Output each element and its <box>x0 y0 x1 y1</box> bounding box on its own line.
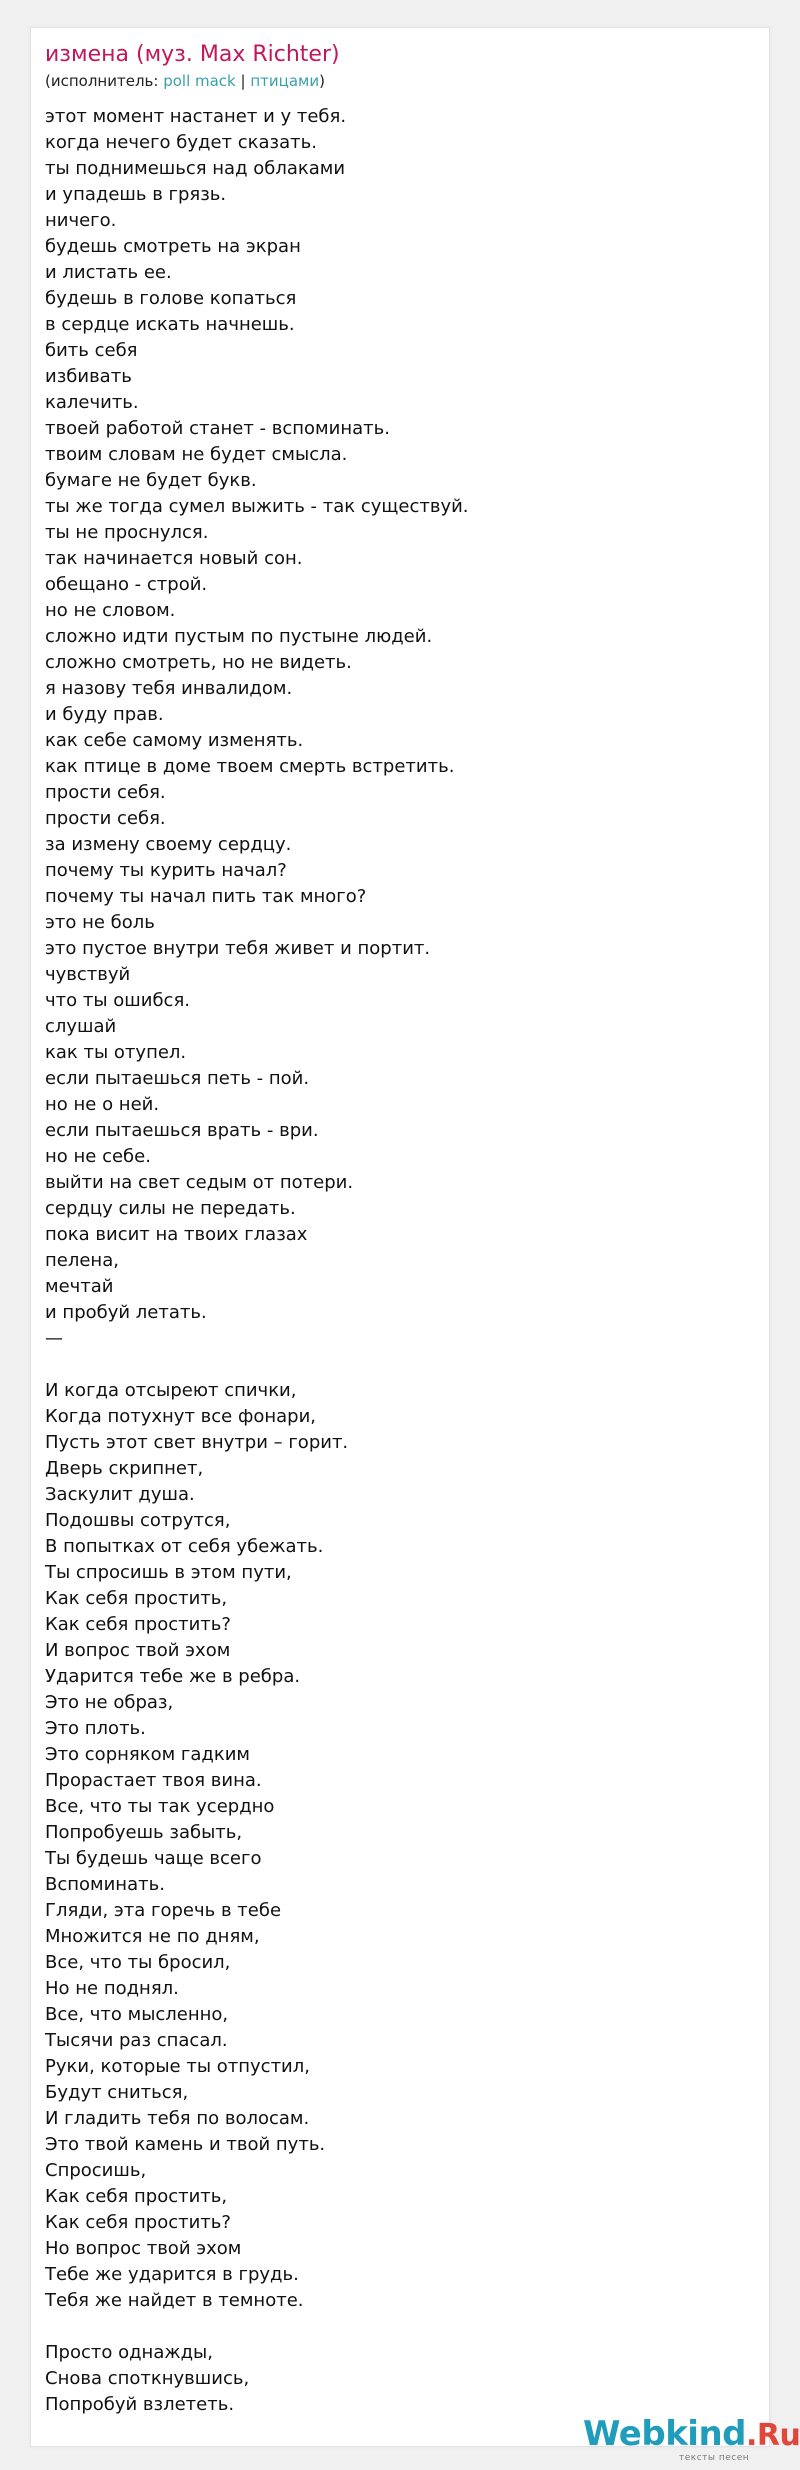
lyric-line: Тысячи раз спасал. <box>45 2030 228 2051</box>
lyric-line: ничего. <box>45 210 117 231</box>
lyric-line: ты поднимешься над облаками <box>45 158 346 179</box>
lyric-line: Попробуй взлететь. <box>45 2394 235 2415</box>
lyric-line: и упадешь в грязь. <box>45 184 227 205</box>
lyric-line: обещано - строй. <box>45 574 208 595</box>
lyric-line: если пытаешься врать - ври. <box>45 1120 319 1141</box>
lyric-line: Когда потухнут все фонари, <box>45 1406 316 1427</box>
lyric-line: сердцу силы не передать. <box>45 1198 296 1219</box>
lyric-line: И вопрос твой эхом <box>45 1640 231 1661</box>
lyric-line: Это не образ, <box>45 1692 174 1713</box>
lyric-line: Но вопрос твой эхом <box>45 2238 242 2259</box>
performer-link-ptitsami[interactable]: птицами <box>250 72 320 90</box>
lyric-line: Попробуешь забыть, <box>45 1822 243 1843</box>
lyric-line: Гляди, эта горечь в тебе <box>45 1900 282 1921</box>
lyric-line: ты не проснулся. <box>45 522 209 543</box>
brand-main: Webkind <box>583 2414 746 2454</box>
lyric-line: как птице в доме твоем смерть встретить. <box>45 756 455 777</box>
lyric-line: но не о ней. <box>45 1094 160 1115</box>
lyric-line: когда нечего будет сказать. <box>45 132 317 153</box>
lyric-line: бумаге не будет букв. <box>45 470 257 491</box>
lyric-line: за измену своему сердцу. <box>45 834 292 855</box>
lyric-line: так начинается новый сон. <box>45 548 303 569</box>
lyric-line: И гладить тебя по волосам. <box>45 2108 310 2129</box>
lyric-line: пока висит на твоих глазах <box>45 1224 308 1245</box>
lyric-line: Это сорняком гадким <box>45 1744 250 1765</box>
lyric-line: Как себя простить? <box>45 1614 231 1635</box>
lyrics-page <box>30 27 800 2463</box>
lyric-line: избивать <box>45 366 132 387</box>
lyric-line: в сердце искать начнешь. <box>45 314 295 335</box>
lyric-line: И когда отсыреют спички, <box>45 1380 297 1401</box>
lyric-line: слушай <box>45 1016 117 1037</box>
lyric-line: пелена, <box>45 1250 119 1271</box>
lyric-line: и буду прав. <box>45 704 164 725</box>
lyric-line: Тебе же ударится в грудь. <box>45 2264 299 2285</box>
lyric-line: твоей работой станет - вспоминать. <box>45 418 390 439</box>
lyric-line: Будут сниться, <box>45 2082 189 2103</box>
lyric-line: Дверь скрипнет, <box>45 1458 204 1479</box>
lyric-line: Ударится тебе же в ребра. <box>45 1666 301 1687</box>
lyric-line: Руки, которые ты отпустил, <box>45 2056 310 2077</box>
lyric-line: прости себя. <box>45 808 166 829</box>
lyric-line: Просто однажды, <box>45 2342 213 2363</box>
lyric-line: Заскулит душа. <box>45 1484 195 1505</box>
lyric-line: бить себя <box>45 340 138 361</box>
lyric-line: сложно идти пустым по пустыне людей. <box>45 626 433 647</box>
lyric-line: это не боль <box>45 912 155 933</box>
lyric-line: Но не поднял. <box>45 1978 179 1999</box>
lyric-line: но не словом. <box>45 600 176 621</box>
lyric-line: В попытках от себя убежать. <box>45 1536 324 1557</box>
lyric-line: и листать ее. <box>45 262 172 283</box>
lyric-line: почему ты начал пить так много? <box>45 886 367 907</box>
lyric-line: твоим словам не будет смысла. <box>45 444 348 465</box>
lyric-line: Это плоть. <box>45 1718 146 1739</box>
lyric-line: выйти на свет седым от потери. <box>45 1172 354 1193</box>
lyric-line: это пустое внутри тебя живет и портит. <box>45 938 431 959</box>
lyric-line: Как себя простить, <box>45 1588 228 1609</box>
performer-line <box>45 72 325 90</box>
lyric-line: Все, что ты так усердно <box>45 1796 275 1817</box>
lyric-line: прости себя. <box>45 782 166 803</box>
lyric-line: Ты будешь чаще всего <box>45 1848 262 1869</box>
lyric-line: Множится не по дням, <box>45 1926 260 1947</box>
lyric-line: Пусть этот свет внутри – горит. <box>45 1432 349 1453</box>
lyric-line: этот момент настанет и у тебя. <box>45 106 347 127</box>
lyric-line: если пытаешься петь - пой. <box>45 1068 310 1089</box>
lyric-line: что ты ошибся. <box>45 990 191 1011</box>
performer-link-poll-mack[interactable]: poll mack <box>163 72 236 90</box>
brand-wordmark <box>583 2414 800 2454</box>
lyric-line: Все, что ты бросил, <box>45 1952 231 1973</box>
lyric-line: Прорастает твоя вина. <box>45 1770 262 1791</box>
lyric-line: ты же тогда сумел выжить - так существуй. <box>45 496 469 517</box>
lyric-line <box>45 2314 745 2340</box>
lyric-line: и пробуй летать. <box>45 1302 207 1323</box>
lyric-line: Как себя простить, <box>45 2186 228 2207</box>
lyric-line: я назову тебя инвалидом. <box>45 678 293 699</box>
lyric-line: почему ты курить начал? <box>45 860 287 881</box>
site-logo[interactable] <box>583 2414 800 2463</box>
lyric-line <box>45 1352 745 1378</box>
lyric-line: сложно смотреть, но не видеть. <box>45 652 352 673</box>
lyric-line: калечить. <box>45 392 139 413</box>
lyric-line: Это твой камень и твой путь. <box>45 2134 326 2155</box>
lyric-line: — <box>45 1328 63 1349</box>
lyric-line: Снова споткнувшись, <box>45 2368 250 2389</box>
lyric-line: Подошвы сотрутся, <box>45 1510 231 1531</box>
lyric-line: но не себе. <box>45 1146 151 1167</box>
lyric-line: Ты спросишь в этом пути, <box>45 1562 292 1583</box>
lyric-line: Вспоминать. <box>45 1874 165 1895</box>
brand-tld: .Ru <box>746 2418 800 2453</box>
lyric-line: чувствуй <box>45 964 131 985</box>
lyrics-text <box>45 104 745 2418</box>
brand-tagline: тексты песен <box>679 2453 750 2463</box>
lyric-line: как себе самому изменять. <box>45 730 304 751</box>
lyric-line: мечтай <box>45 1276 114 1297</box>
lyric-line: Как себя простить? <box>45 2212 231 2233</box>
performer-prefix: (исполнитель: <box>45 72 164 90</box>
lyric-line: Все, что мысленно, <box>45 2004 229 2025</box>
lyric-line: как ты отупел. <box>45 1042 187 1063</box>
performer-suffix: ) <box>319 72 325 90</box>
performer-separator: | <box>235 72 251 90</box>
song-title: измена (муз. Max Richter) <box>45 42 340 67</box>
lyric-line: Тебя же найдет в темноте. <box>45 2290 304 2311</box>
lyric-line: будешь в голове копаться <box>45 288 297 309</box>
lyric-line: Спросишь, <box>45 2160 147 2181</box>
lyric-line: будешь смотреть на экран <box>45 236 301 257</box>
